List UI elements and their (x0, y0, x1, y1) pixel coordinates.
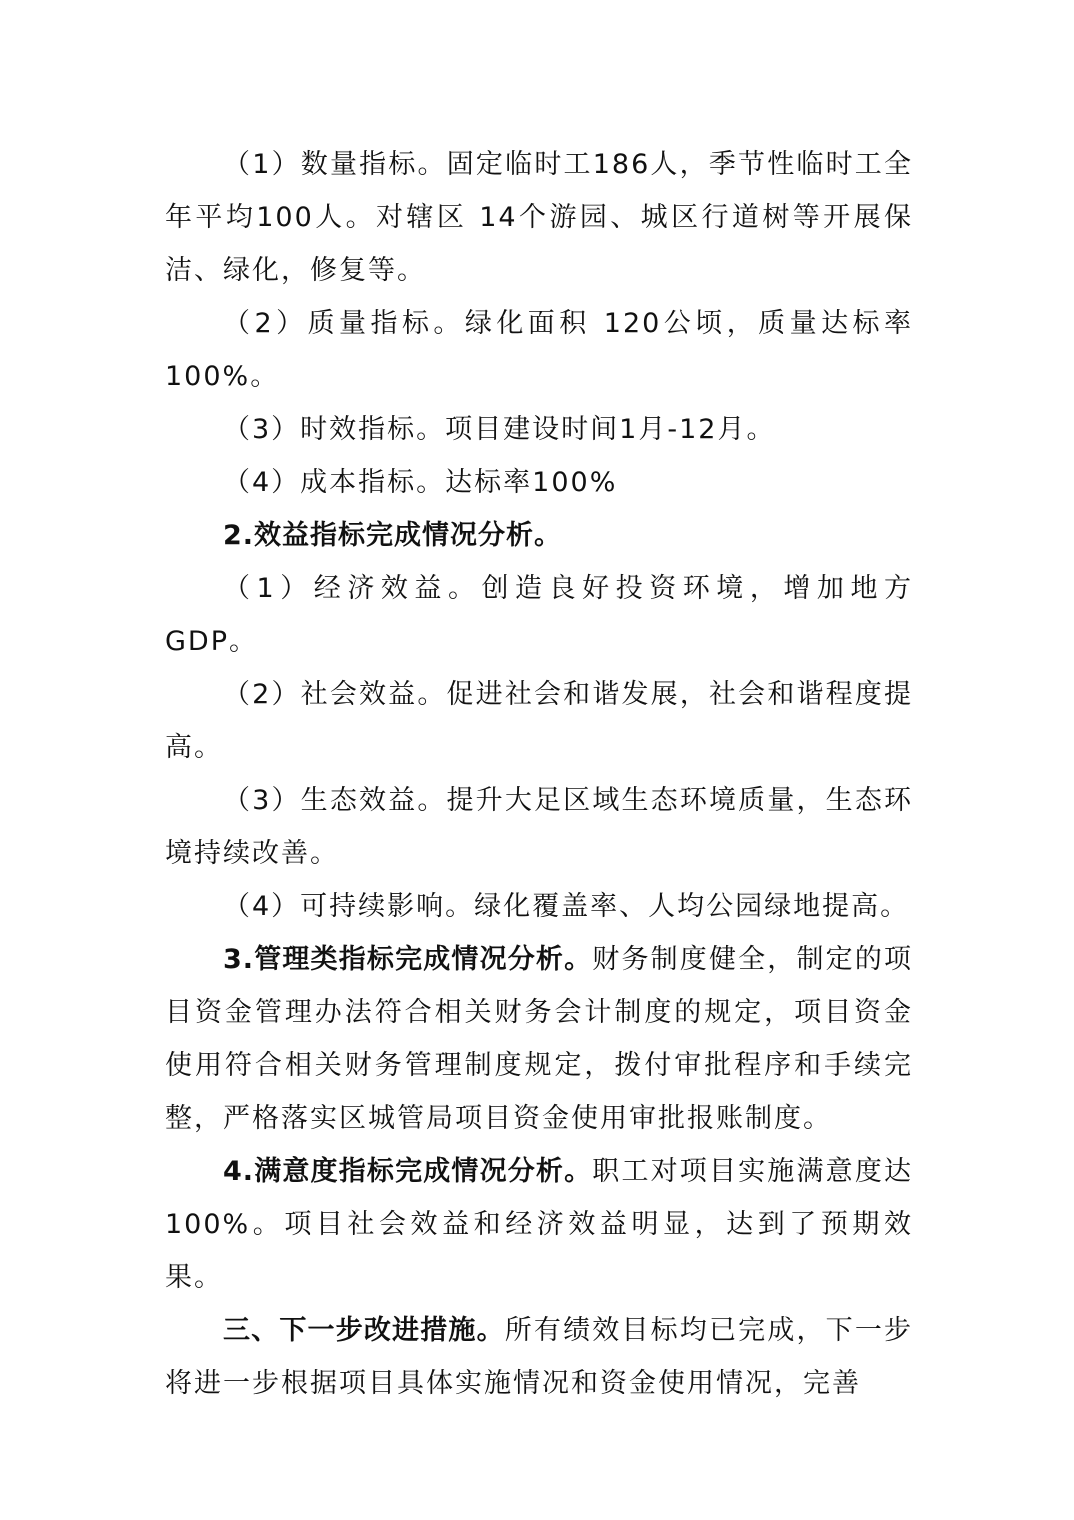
paragraph-text: 职工对项目实施满意度达100%。项目社会效益和经济效益明显，达到了预期效果。 (165, 1156, 913, 1293)
section-heading: 2.效益指标完成情况分析。 (223, 520, 563, 551)
paragraph-text: 财务制度健全，制定的项目资金管理办法符合相关财务会计制度的规定，项目资金使用符合相关财务管理制度规定，拨付审批程序和手续完整，严格落实区城管局项目资金使用审批报账制度。 (165, 944, 913, 1134)
paragraph-text: 所有绩效目标均已完成，下一步将进一步根据项目具体实施情况和资金使用情况，完善 (165, 1315, 914, 1399)
paragraph-text: （1）经济效益。创造良好投资环境，增加地方GDP。 (165, 573, 913, 657)
paragraph-text: （4）可持续影响。绿化覆盖率、人均公园绿地提高。 (223, 891, 910, 922)
quantity-indicator-paragraph (165, 138, 913, 297)
document-page (165, 138, 913, 1410)
sustainability-paragraph (165, 880, 913, 933)
paragraph-text: （3）生态效益。提升大足区域生态环境质量，生态环境持续改善。 (165, 785, 913, 869)
quality-indicator-paragraph (165, 297, 913, 403)
satisfaction-indicator-paragraph (165, 1145, 913, 1304)
paragraph-text: （3）时效指标。项目建设时间1月-12月。 (223, 414, 776, 445)
management-indicator-paragraph (165, 933, 913, 1145)
cost-indicator-paragraph (165, 456, 913, 509)
paragraph-text: （2）质量指标。绿化面积 120公顷，质量达标率100%。 (165, 308, 913, 392)
ecological-benefit-paragraph (165, 774, 913, 880)
paragraph-text: （4）成本指标。达标率100% (223, 467, 618, 498)
economic-benefit-paragraph (165, 562, 913, 668)
benefit-indicator-heading (165, 509, 913, 562)
section-heading: 三、下一步改进措施。 (223, 1315, 505, 1346)
improvement-measures-paragraph (165, 1304, 913, 1410)
section-heading: 4.满意度指标完成情况分析。 (223, 1156, 593, 1187)
social-benefit-paragraph (165, 668, 913, 774)
paragraph-text: （1）数量指标。固定临时工186人，季节性临时工全年平均100人。对辖区 14个游园、城区行道树等开展保洁、绿化，修复等。 (165, 149, 913, 286)
section-heading: 3.管理类指标完成情况分析。 (223, 944, 593, 975)
paragraph-text: （2）社会效益。促进社会和谐发展，社会和谐程度提高。 (165, 679, 913, 763)
timeliness-indicator-paragraph (165, 403, 913, 456)
